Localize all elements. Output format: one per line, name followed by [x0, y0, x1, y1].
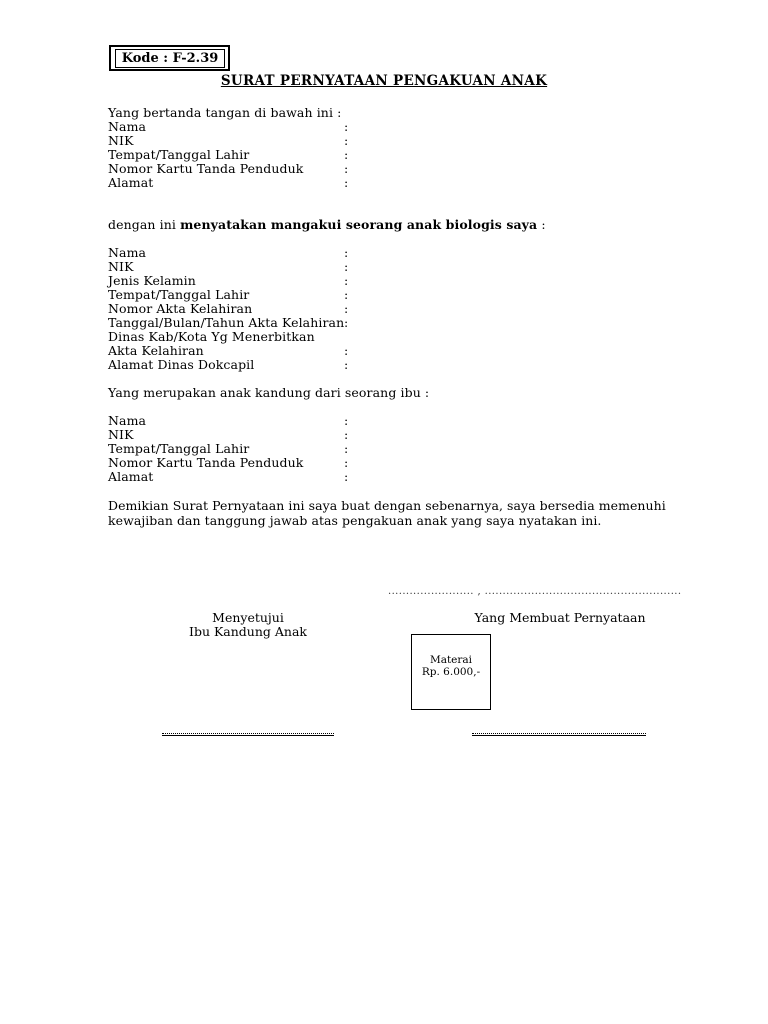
field-colon: : [344, 245, 349, 260]
kode-label: Kode : F-2.39 [115, 49, 225, 68]
field-colon: : [344, 287, 349, 302]
statement-text [108, 218, 546, 232]
field-colon: : [344, 441, 349, 456]
field-label: Nomor Kartu Tanda Penduduk [108, 455, 304, 470]
field-label: Akta Kelahiran [108, 343, 204, 358]
field-label: NIK [108, 259, 134, 274]
field-label: Nomor Kartu Tanda Penduduk [108, 161, 304, 176]
field-colon: : [344, 455, 349, 470]
field-colon: : [344, 259, 349, 274]
field-colon: : [344, 175, 349, 190]
field-label: Nomor Akta Kelahiran [108, 301, 253, 316]
field-colon: : [344, 469, 349, 484]
materai-stamp-box [411, 634, 491, 710]
field-colon: : [344, 427, 349, 442]
statement-prefix: dengan ini [108, 217, 181, 232]
right-signer-line1: Yang Membuat Pernyataan [474, 610, 646, 625]
field-colon: : [344, 147, 349, 162]
field-colon: : [344, 119, 349, 134]
left-signature-line [162, 733, 334, 734]
field-colon: : [344, 273, 349, 288]
field-label: Tempat/Tanggal Lahir [108, 147, 250, 162]
field-label: Jenis Kelamin [108, 273, 196, 288]
field-label: NIK [108, 133, 134, 148]
field-label: Alamat [108, 175, 154, 190]
field-colon: : [344, 343, 349, 358]
field-label: Alamat Dinas Dokcapil [108, 357, 255, 372]
left-signer-line2: Ibu Kandung Anak [189, 624, 307, 639]
statement-suffix: : [537, 217, 546, 232]
field-label: Tempat/Tanggal Lahir [108, 441, 250, 456]
field-label: NIK [108, 427, 134, 442]
field-colon: : [344, 161, 349, 176]
field-colon: : [344, 301, 349, 316]
materai-amount: Rp. 6.000,- [421, 666, 481, 678]
field-label: Tempat/Tanggal Lahir [108, 287, 250, 302]
field-label: Nama [108, 245, 147, 260]
field-colon: : [344, 357, 349, 372]
field-colon: : [344, 133, 349, 148]
statement-bold: menyatakan mangakui seorang anak biologis saya [180, 217, 538, 232]
intro-text: Yang bertanda tangan di bawah ini : [108, 105, 342, 120]
field-label: Nama [108, 119, 147, 134]
materai-label: Materai [429, 654, 473, 666]
field-label: Dinas Kab/Kota Yg Menerbitkan [108, 329, 315, 344]
mother-intro-text: Yang merupakan anak kandung dari seorang ibu : [108, 385, 430, 400]
right-signature-line [472, 733, 646, 734]
closing-paragraph: Demikian Surat Pernyataan ini saya buat dengan sebenarnya, saya bersedia memenuhi kewajiban dan tanggung jawab atas pengakuan anak yang saya nyatakan ini. [108, 498, 666, 528]
field-label: Alamat [108, 469, 154, 484]
field-colon: : [344, 315, 349, 330]
field-label: Tanggal/Bulan/Tahun Akta Kelahiran [108, 315, 345, 330]
left-signer-line1: Menyetujui [212, 610, 284, 625]
field-colon: : [344, 413, 349, 428]
document-title: SURAT PERNYATAAN PENGAKUAN ANAK [220, 73, 548, 89]
field-label: Nama [108, 413, 147, 428]
place-date-line: ........................ , ....................................................... [388, 586, 682, 597]
